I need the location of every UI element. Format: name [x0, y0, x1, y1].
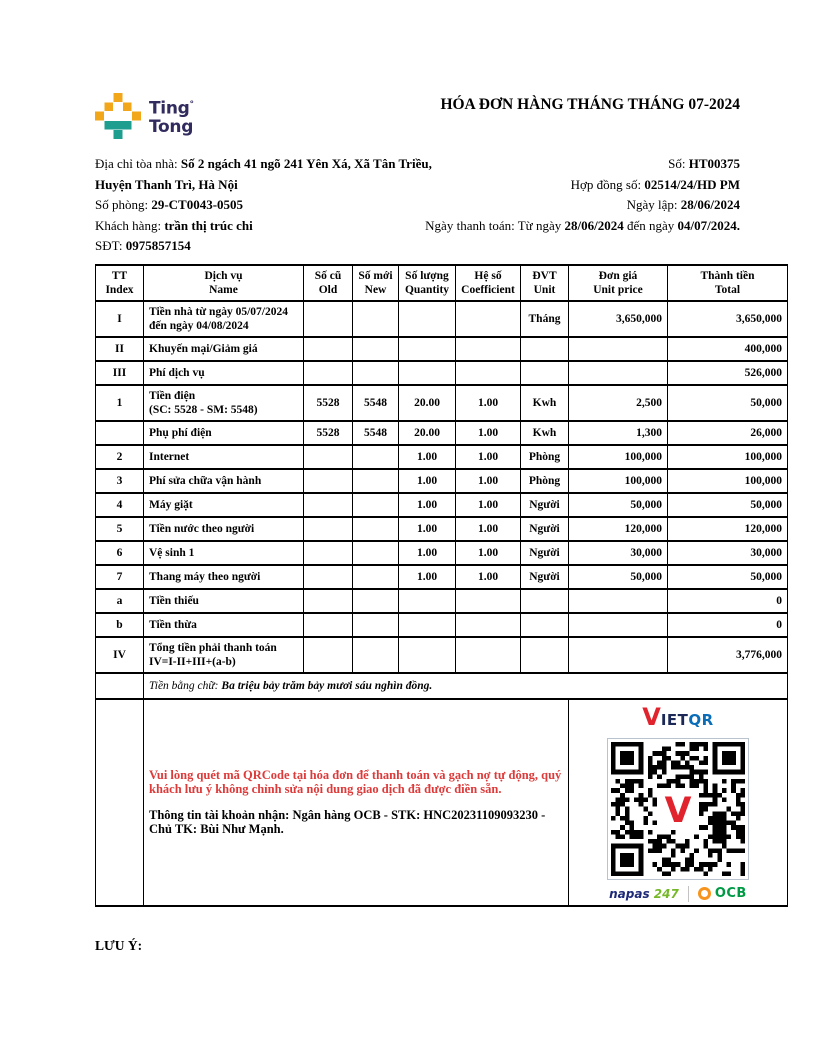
cell-new: 5548 — [353, 421, 399, 445]
cell-price: 3,650,000 — [569, 301, 668, 337]
cell-price — [569, 637, 668, 673]
cell-unit — [521, 613, 569, 637]
cell-name: Thang máy theo người — [144, 565, 304, 589]
tingtong-logo-text: Ting° Tong — [149, 98, 194, 137]
cell-total: 50,000 — [668, 385, 788, 421]
cell-idx: 2 — [96, 445, 144, 469]
cell-unit: Tháng — [521, 301, 569, 337]
cell-name: Tiền nước theo người — [144, 517, 304, 541]
info-row — [95, 236, 787, 257]
table-row — [96, 517, 788, 541]
payment-period: Ngày thanh toán: Từ ngày 28/06/2024 đến ngày 04/07/2024. — [425, 217, 740, 233]
cell-idx: 7 — [96, 565, 144, 589]
cell-total: 3,776,000 — [668, 637, 788, 673]
qr-footer — [574, 886, 782, 902]
invoice-table — [95, 264, 788, 907]
ocb-icon — [698, 887, 711, 900]
cell-coef — [456, 637, 521, 673]
vietqr-logo: VIETQR — [642, 702, 714, 731]
cell-name: Khuyến mại/Giảm giá — [144, 337, 304, 361]
cell-old — [304, 493, 353, 517]
cell-price: 30,000 — [569, 541, 668, 565]
footer-note: LƯU Ý: — [95, 937, 143, 953]
col-header-coefficient: Hệ số Coefficient — [456, 265, 521, 301]
cell-price: 1,300 — [569, 421, 668, 445]
table-row — [96, 421, 788, 445]
table-row — [96, 301, 788, 337]
cell-qty: 20.00 — [399, 421, 456, 445]
cell-unit: Người — [521, 517, 569, 541]
info-row — [95, 195, 787, 216]
cell-coef: 1.00 — [456, 565, 521, 589]
room-number: Số phòng: 29-CT0043-0505 — [95, 197, 244, 212]
qr-payment-row — [96, 699, 788, 906]
amount-in-words: Tiền bằng chữ: Ba triệu bảy trăm bảy mươi sáu nghìn đồng. — [144, 673, 788, 699]
cell-idx: 1 — [96, 385, 144, 421]
cell-coef — [456, 337, 521, 361]
cell-old — [304, 613, 353, 637]
table-row — [96, 469, 788, 493]
cell-coef: 1.00 — [456, 493, 521, 517]
col-header-quantity: Số lượng Quantity — [399, 265, 456, 301]
cell-price — [569, 361, 668, 385]
cell-price — [569, 337, 668, 361]
cell-idx: 5 — [96, 517, 144, 541]
cell-empty — [96, 673, 144, 699]
building-address-line1: Địa chỉ tòa nhà: Số 2 ngách 41 ngõ 241 Yên Xá, Xã Tân Triều, — [95, 156, 432, 171]
cell-coef: 1.00 — [456, 445, 521, 469]
cell-new — [353, 637, 399, 673]
cell-new — [353, 301, 399, 337]
cell-total: 50,000 — [668, 565, 788, 589]
cell-price: 100,000 — [569, 469, 668, 493]
cell-total: 0 — [668, 613, 788, 637]
cell-qty — [399, 361, 456, 385]
cell-new — [353, 493, 399, 517]
trademark-mark: ° — [189, 100, 194, 111]
table-row — [96, 385, 788, 421]
svg-text:V: V — [664, 790, 692, 831]
customer-name: Khách hàng: trần thị trúc chi — [95, 217, 253, 233]
cell-price: 2,500 — [569, 385, 668, 421]
cell-total: 526,000 — [668, 361, 788, 385]
cell-qty: 1.00 — [399, 565, 456, 589]
cell-old — [304, 469, 353, 493]
cell-name: Tiền thiếu — [144, 589, 304, 613]
napas-247-logo: napas 247 — [609, 886, 679, 901]
cell-unit: Người — [521, 541, 569, 565]
cell-name: Máy giặt — [144, 493, 304, 517]
cell-qty — [399, 613, 456, 637]
cell-new — [353, 541, 399, 565]
info-right-empty — [740, 236, 787, 257]
cell-name: Tiền thừa — [144, 613, 304, 637]
tingtong-logo-icon — [95, 93, 141, 139]
payment-instructions — [144, 699, 569, 906]
table-row — [96, 493, 788, 517]
cell-price: 50,000 — [569, 565, 668, 589]
cell-new — [353, 469, 399, 493]
cell-qty — [399, 637, 456, 673]
col-header-unit: ĐVT Unit — [521, 265, 569, 301]
cell-name: Phụ phí điện — [144, 421, 304, 445]
table-row — [96, 337, 788, 361]
info-row — [95, 154, 787, 175]
cell-name: Phí dịch vụ — [144, 361, 304, 385]
cell-old — [304, 541, 353, 565]
contract-number: Hợp đồng số: 02514/24/HD PM — [570, 176, 740, 192]
cell-old — [304, 301, 353, 337]
cell-qty: 1.00 — [399, 469, 456, 493]
building-address-line2: Huyện Thanh Trì, Hà Nội — [95, 176, 238, 192]
invoice-number: Số: HT00375 — [668, 156, 740, 171]
cell-total: 26,000 — [668, 421, 788, 445]
cell-total: 0 — [668, 589, 788, 613]
cell-total: 50,000 — [668, 493, 788, 517]
cell-idx — [96, 421, 144, 445]
cell-name: Tiền điện (SC: 5528 - SM: 5548) — [144, 385, 304, 421]
cell-idx: I — [96, 301, 144, 337]
table-header-row — [96, 265, 788, 301]
table-row — [96, 361, 788, 385]
col-header-old: Số cũ Old — [304, 265, 353, 301]
cell-old — [304, 565, 353, 589]
cell-old — [304, 517, 353, 541]
col-header-new: Số mới New — [353, 265, 399, 301]
cell-old — [304, 637, 353, 673]
cell-name: Tổng tiền phải thanh toán IV=I-II+III+(a-b) — [144, 637, 304, 673]
cell-coef — [456, 301, 521, 337]
cell-coef: 1.00 — [456, 385, 521, 421]
receiving-account-info: Thông tin tài khoản nhận: Ngân hàng OCB - STK: HNC20231109093230 - Chủ TK: Bùi Như Mạnh. — [149, 808, 546, 836]
cell-idx: 3 — [96, 469, 144, 493]
cell-old — [304, 589, 353, 613]
cell-coef: 1.00 — [456, 541, 521, 565]
divider — [688, 886, 689, 902]
cell-new — [353, 337, 399, 361]
cell-total: 120,000 — [668, 517, 788, 541]
issue-date: Ngày lập: 28/06/2024 — [626, 197, 740, 212]
cell-coef — [456, 613, 521, 637]
cell-total: 100,000 — [668, 445, 788, 469]
cell-coef: 1.00 — [456, 469, 521, 493]
ocb-logo: OCB — [698, 887, 747, 901]
cell-total: 30,000 — [668, 541, 788, 565]
cell-old: 5528 — [304, 421, 353, 445]
col-header-unit-price: Đơn giá Unit price — [569, 265, 668, 301]
cell-idx: III — [96, 361, 144, 385]
col-header-index: TT Index — [96, 265, 144, 301]
cell-qty — [399, 337, 456, 361]
cell-unit — [521, 589, 569, 613]
col-header-total: Thành tiền Total — [668, 265, 788, 301]
cell-unit — [521, 361, 569, 385]
cell-coef — [456, 361, 521, 385]
qr-payment-notice: Vui lòng quét mã QRCode tại hóa đơn để thanh toán và gạch nợ tự động, quý khách lưu ý không chỉnh sửa nội dung giao dịch đã được điền sẵn. — [149, 768, 562, 796]
tingtong-logo — [95, 93, 194, 139]
cell-new — [353, 589, 399, 613]
cell-name: Tiền nhà từ ngày 05/07/2024 đến ngày 04/08/2024 — [144, 301, 304, 337]
info-row — [95, 216, 787, 237]
header — [95, 93, 787, 139]
invoice-table-body — [96, 301, 788, 673]
cell-qty: 1.00 — [399, 445, 456, 469]
cell-old — [304, 445, 353, 469]
cell-idx: II — [96, 337, 144, 361]
cell-name: Vệ sinh 1 — [144, 541, 304, 565]
qr-panel — [569, 699, 788, 906]
table-row — [96, 637, 788, 673]
table-row — [96, 565, 788, 589]
cell-unit: Kwh — [521, 385, 569, 421]
cell-unit: Người — [521, 493, 569, 517]
cell-coef: 1.00 — [456, 421, 521, 445]
invoice-title: HÓA ĐƠN HÀNG THÁNG THÁNG 07-2024 — [440, 96, 740, 113]
invoice-info — [95, 154, 787, 257]
cell-qty — [399, 589, 456, 613]
cell-qty: 20.00 — [399, 385, 456, 421]
cell-unit: Người — [521, 565, 569, 589]
cell-total: 400,000 — [668, 337, 788, 361]
cell-unit — [521, 337, 569, 361]
qr-code — [607, 738, 749, 880]
cell-qty — [399, 301, 456, 337]
cell-new — [353, 361, 399, 385]
cell-price: 120,000 — [569, 517, 668, 541]
cell-new — [353, 613, 399, 637]
cell-new — [353, 517, 399, 541]
cell-idx: 6 — [96, 541, 144, 565]
cell-idx: b — [96, 613, 144, 637]
cell-unit: Phòng — [521, 445, 569, 469]
cell-qty: 1.00 — [399, 541, 456, 565]
table-row — [96, 589, 788, 613]
cell-price — [569, 613, 668, 637]
cell-coef — [456, 589, 521, 613]
cell-idx: a — [96, 589, 144, 613]
cell-idx: 4 — [96, 493, 144, 517]
amount-in-words-row — [96, 673, 788, 699]
customer-phone: SĐT: 0975857154 — [95, 238, 191, 253]
cell-empty — [96, 699, 144, 906]
info-row — [95, 175, 787, 196]
cell-qty: 1.00 — [399, 493, 456, 517]
cell-name: Phí sửa chữa vận hành — [144, 469, 304, 493]
cell-total: 3,650,000 — [668, 301, 788, 337]
cell-old: 5528 — [304, 385, 353, 421]
cell-price: 50,000 — [569, 493, 668, 517]
cell-idx: IV — [96, 637, 144, 673]
cell-new: 5548 — [353, 385, 399, 421]
cell-price — [569, 589, 668, 613]
cell-price: 100,000 — [569, 445, 668, 469]
cell-name: Internet — [144, 445, 304, 469]
col-header-name: Dịch vụ Name — [144, 265, 304, 301]
cell-new — [353, 565, 399, 589]
table-row — [96, 541, 788, 565]
table-row — [96, 613, 788, 637]
cell-old — [304, 361, 353, 385]
cell-unit — [521, 637, 569, 673]
cell-qty: 1.00 — [399, 517, 456, 541]
cell-unit: Phòng — [521, 469, 569, 493]
cell-old — [304, 337, 353, 361]
cell-new — [353, 445, 399, 469]
cell-unit: Kwh — [521, 421, 569, 445]
table-row — [96, 445, 788, 469]
cell-total: 100,000 — [668, 469, 788, 493]
cell-coef: 1.00 — [456, 517, 521, 541]
